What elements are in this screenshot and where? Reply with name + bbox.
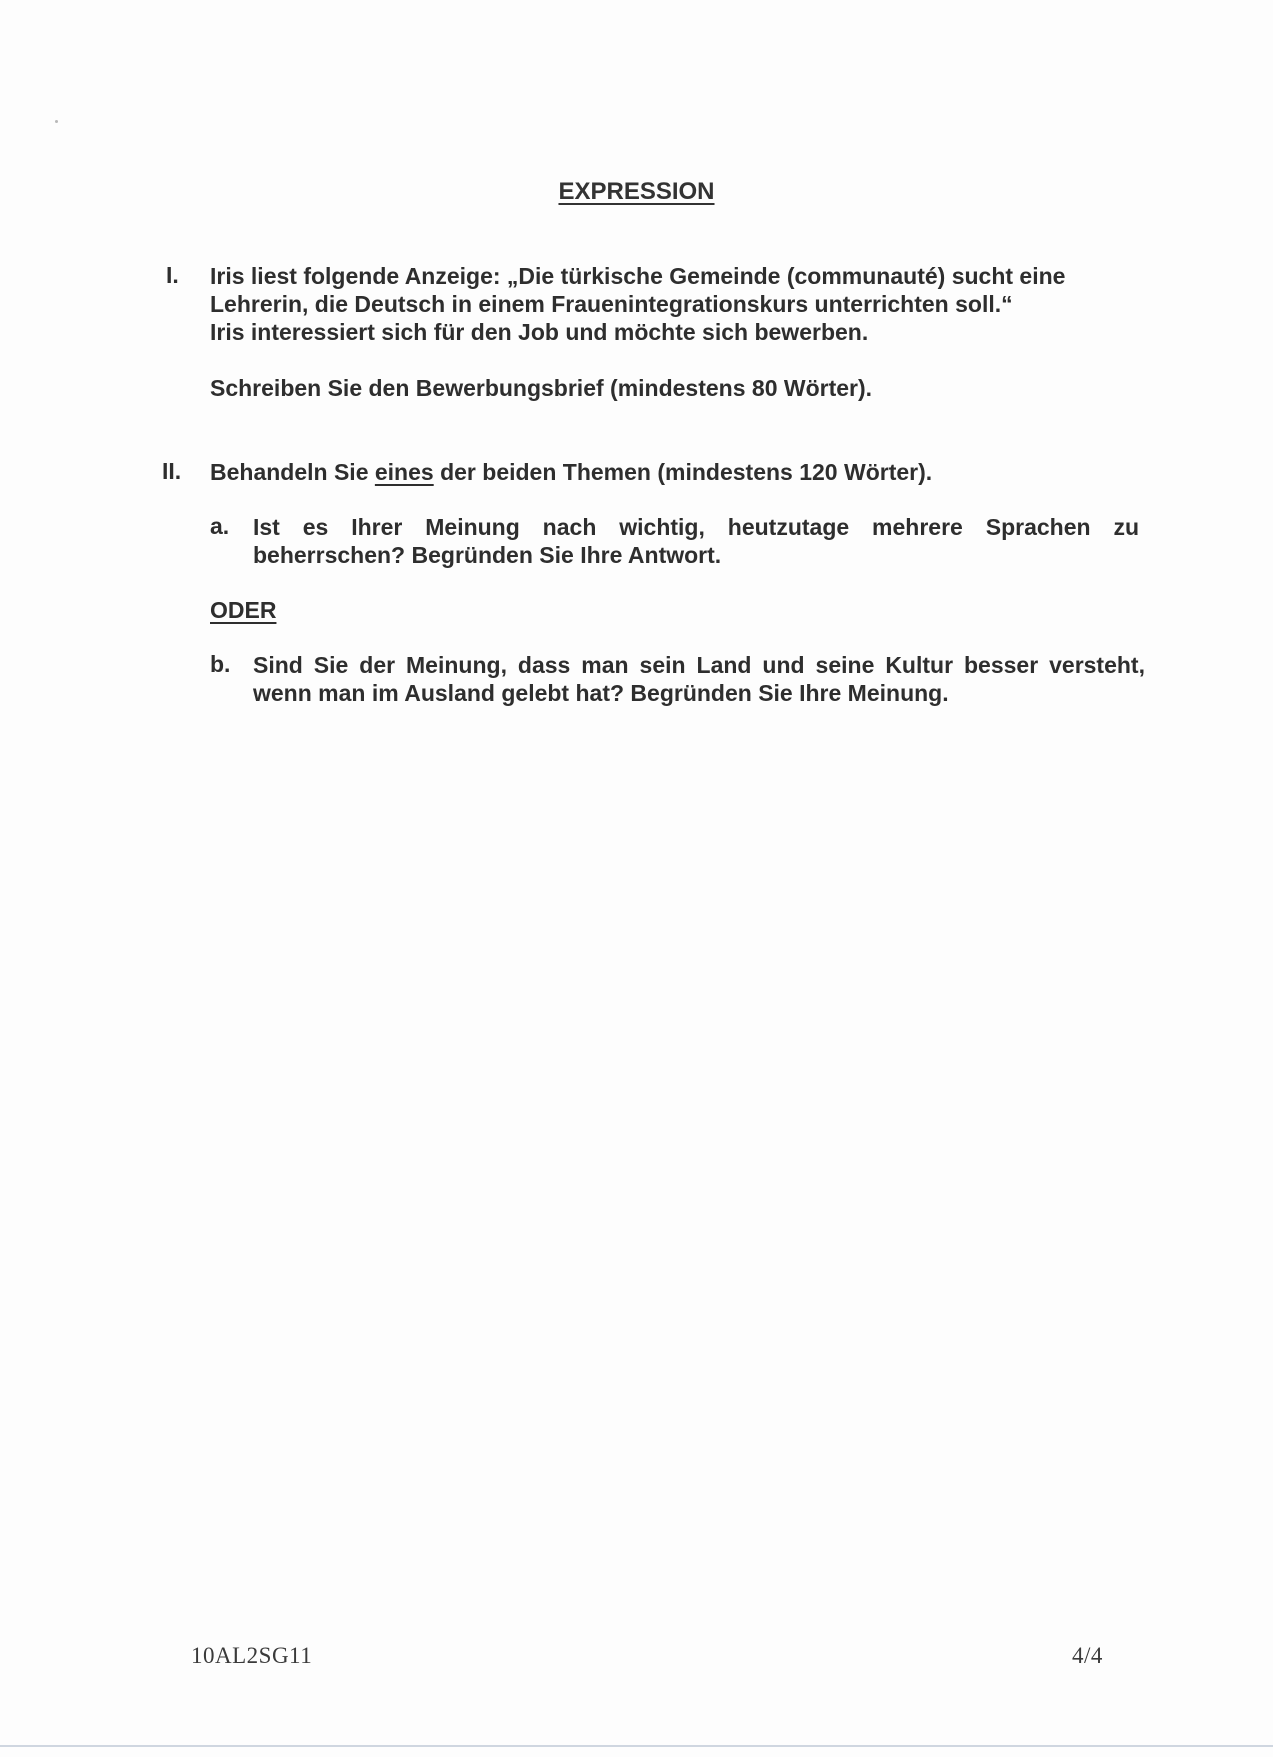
section-1-number: I. bbox=[166, 262, 179, 288]
page-title bbox=[0, 178, 1273, 206]
section-2-number: II. bbox=[162, 458, 182, 484]
section-2-intro bbox=[210, 458, 1150, 486]
scan-speck bbox=[55, 120, 58, 123]
section-1-line-3: Iris interessiert sich für den Job und möchte sich bewerben. bbox=[210, 319, 869, 345]
footer-code: 10AL2SG11 bbox=[191, 1643, 313, 1668]
section-2-intro-before: Behandeln Sie bbox=[210, 459, 375, 485]
section-1-line-2: Lehrerin, die Deutsch in einem Frauenintegrationskurs unterrichten soll.“ bbox=[210, 291, 1013, 317]
section-1-line-1: Iris liest folgende Anzeige: „Die türkische Gemeinde (communauté) sucht eine bbox=[210, 263, 1066, 289]
option-b-label: b. bbox=[210, 651, 231, 677]
bottom-edge-line bbox=[0, 1745, 1273, 1747]
section-2-intro-after: der beiden Themen (mindestens 120 Wörter). bbox=[433, 459, 933, 485]
option-a-label: a. bbox=[210, 513, 230, 539]
oder-label: ODER bbox=[210, 597, 277, 623]
option-a-text: Ist es Ihrer Meinung nach wichtig, heutzutage mehrere Sprachen zu beherrschen? Begründen Sie Ihre Antwort. bbox=[253, 514, 1139, 568]
title-text: EXPRESSION bbox=[558, 178, 715, 205]
section-2-intro-emphasis: eines bbox=[374, 459, 434, 485]
section-1-task: Schreiben Sie den Bewerbungsbrief (mindestens 80 Wörter). bbox=[210, 375, 873, 401]
footer-page-number: 4/4 bbox=[1072, 1643, 1103, 1668]
option-b-text: Sind Sie der Meinung, dass man sein Land und seine Kultur besser versteht, wenn man im Ausland gelebt hat? Begründen Sie Ihre Meinung. bbox=[253, 652, 1145, 706]
section-1-prompt bbox=[210, 262, 1150, 346]
